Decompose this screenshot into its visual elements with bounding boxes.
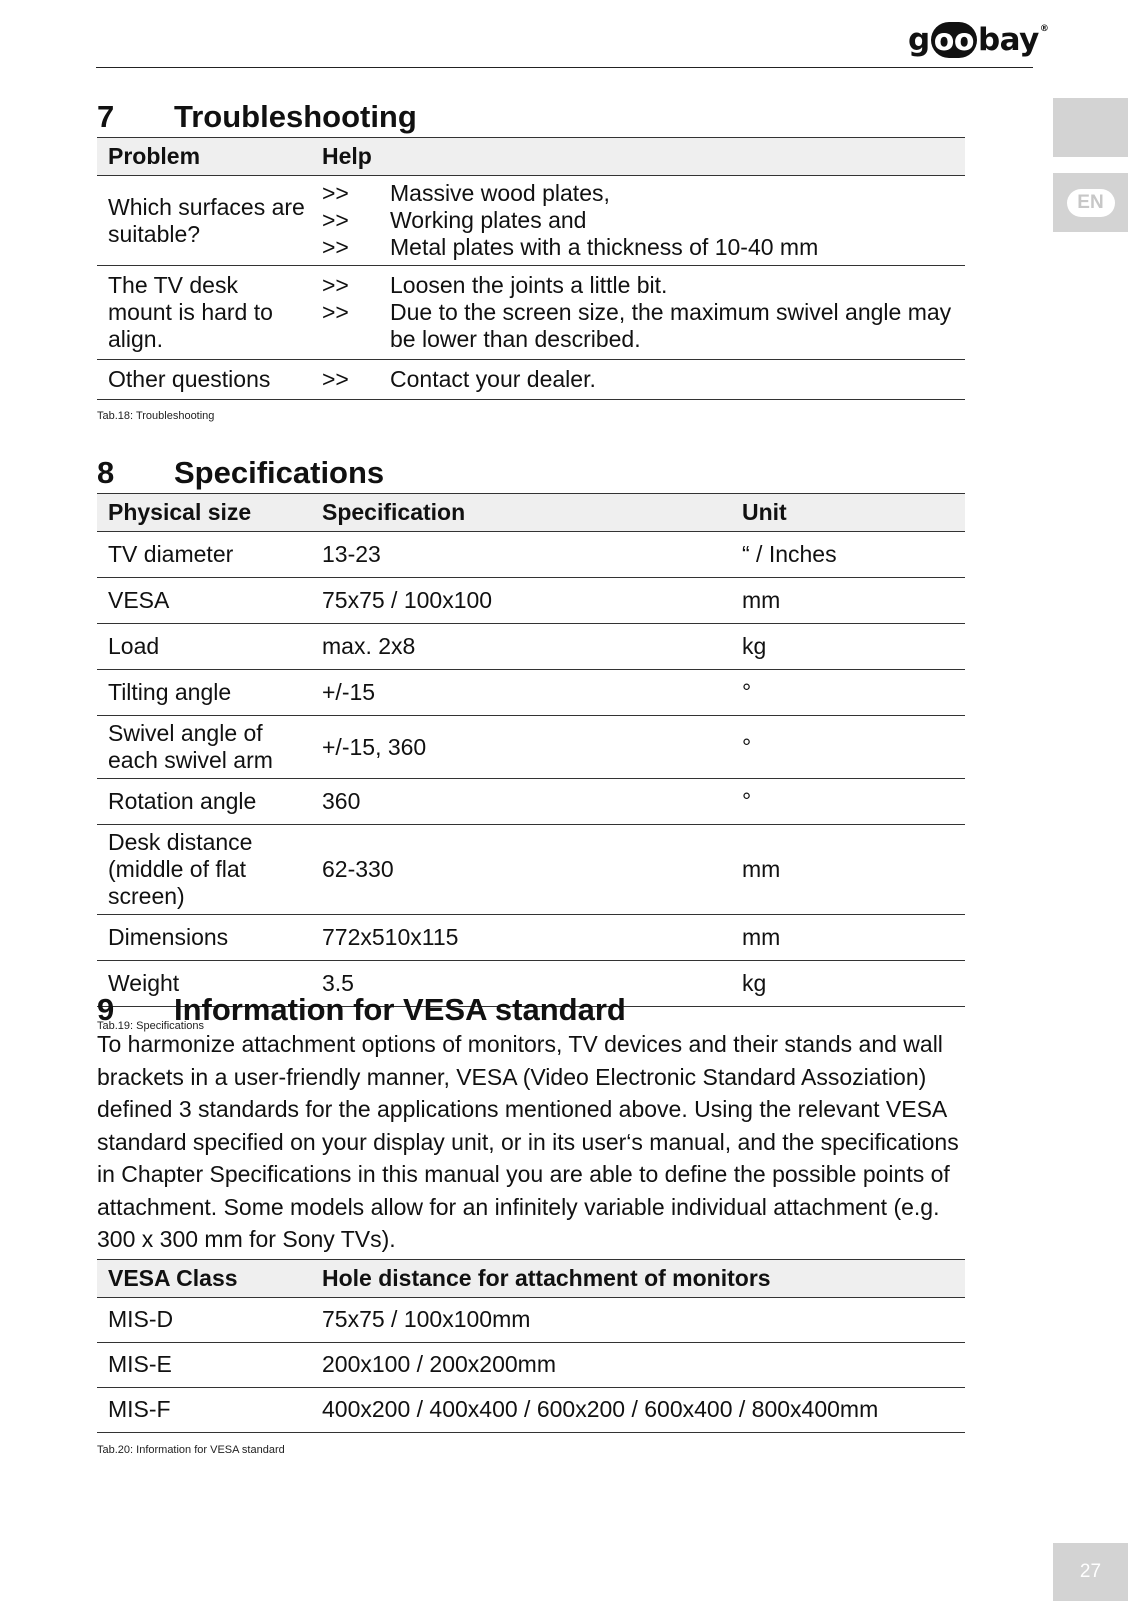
specification-cell: 772x510x115 bbox=[311, 915, 731, 961]
table-row bbox=[97, 670, 965, 716]
help-arrow: >> bbox=[322, 234, 349, 260]
column-header: Problem bbox=[97, 138, 311, 176]
help-item bbox=[322, 207, 965, 234]
physical-size-cell: Dimensions bbox=[97, 915, 311, 961]
language-label: EN bbox=[1067, 189, 1115, 217]
help-arrow: >> bbox=[322, 180, 349, 206]
troubleshooting-body bbox=[97, 176, 965, 400]
section-number: 7 bbox=[97, 99, 115, 134]
table-row bbox=[97, 578, 965, 624]
specification-cell: max. 2x8 bbox=[311, 624, 731, 670]
vesa-paragraph: To harmonize attachment options of monitors, TV devices and their stands and wall brackets in a user-friendly manner, VESA (Video Electronic Standard Assoziation) defined 3 standards for the applications mentioned above. Using the relevant VESA standard specified on your display unit, or in its user‘s manual, and the specifications in Chapter Specifications in this manual you are able to define the possible points of attachment. Some models allow for an infinitely variable individual attachment (e.g. 300 x 300 mm for Sony TVs). bbox=[97, 1031, 959, 1252]
help-cell bbox=[311, 266, 965, 360]
section-title: Troubleshooting bbox=[174, 99, 417, 134]
table-row bbox=[97, 176, 965, 266]
help-item bbox=[322, 234, 965, 261]
help-list bbox=[322, 176, 965, 265]
logo-registered-mark: ® bbox=[1039, 24, 1049, 34]
physical-size-cell: VESA bbox=[97, 578, 311, 624]
language-tab bbox=[1053, 173, 1128, 232]
help-arrow: >> bbox=[322, 272, 349, 298]
section-heading bbox=[97, 990, 965, 1028]
physical-size-cell: Load bbox=[97, 624, 311, 670]
unit-cell: ° bbox=[731, 779, 965, 825]
vesa-class-cell: MIS-E bbox=[97, 1342, 311, 1387]
help-cell bbox=[311, 176, 965, 266]
table-row bbox=[97, 1342, 965, 1387]
help-text: Due to the screen size, the maximum swivel angle may be lower than described. bbox=[390, 299, 952, 352]
section-heading bbox=[97, 453, 965, 491]
unit-cell: ° bbox=[731, 716, 965, 779]
section-vesa bbox=[97, 990, 965, 1456]
hole-distance-cell: 75x75 / 100x100mm bbox=[311, 1297, 965, 1342]
problem-cell: Which surfaces are suitable? bbox=[97, 176, 311, 266]
table-row bbox=[97, 1387, 965, 1432]
section-specifications bbox=[97, 453, 965, 1032]
hole-distance-cell: 400x200 / 400x400 / 600x200 / 600x400 / 800x400mm bbox=[311, 1387, 965, 1432]
table-row bbox=[97, 716, 965, 779]
section-number: 8 bbox=[97, 455, 115, 490]
page-number: 27 bbox=[1053, 1543, 1128, 1601]
physical-size-cell: TV diameter bbox=[97, 532, 311, 578]
hole-distance-cell: 200x100 / 200x200mm bbox=[311, 1342, 965, 1387]
specification-cell: 3.5 bbox=[311, 961, 731, 1007]
help-item bbox=[322, 299, 965, 353]
physical-size-cell: Desk distance (middle of flat screen) bbox=[97, 825, 311, 915]
help-text: Metal plates with a thickness of 10-40 mm bbox=[390, 234, 819, 260]
help-cell bbox=[311, 360, 965, 400]
table-row bbox=[97, 360, 965, 400]
help-text: Working plates and bbox=[390, 207, 587, 233]
table-row bbox=[97, 624, 965, 670]
header-divider bbox=[96, 67, 1033, 68]
logo-g: g bbox=[908, 22, 930, 58]
physical-size-cell: Tilting angle bbox=[97, 670, 311, 716]
help-arrow: >> bbox=[322, 207, 349, 233]
help-text: Massive wood plates, bbox=[390, 180, 610, 206]
table-caption: Tab.18: Troubleshooting bbox=[97, 410, 215, 422]
problem-cell: Other questions bbox=[97, 360, 311, 400]
table-row bbox=[97, 825, 965, 915]
physical-size-cell: Rotation angle bbox=[97, 779, 311, 825]
section-title: Information for VESA standard bbox=[174, 992, 626, 1027]
section-number: 9 bbox=[97, 992, 115, 1027]
side-tab-blank bbox=[1053, 98, 1128, 157]
specification-cell: 62-330 bbox=[311, 825, 731, 915]
column-header: Specification bbox=[311, 494, 731, 532]
column-header: Unit bbox=[731, 494, 965, 532]
specification-cell: +/-15 bbox=[311, 670, 731, 716]
unit-cell: mm bbox=[731, 915, 965, 961]
help-item bbox=[322, 180, 965, 207]
table-row bbox=[97, 532, 965, 578]
unit-cell: ° bbox=[731, 670, 965, 716]
help-text: Contact your dealer. bbox=[390, 366, 596, 392]
column-header: Hole distance for attachment of monitors bbox=[311, 1259, 965, 1297]
logo-bay: bay bbox=[977, 22, 1039, 58]
specifications-body bbox=[97, 532, 965, 1007]
unit-cell: kg bbox=[731, 624, 965, 670]
table-row bbox=[97, 915, 965, 961]
help-item bbox=[322, 366, 965, 393]
unit-cell: “ / Inches bbox=[731, 532, 965, 578]
help-text: Loosen the joints a little bit. bbox=[390, 272, 668, 298]
unit-cell: mm bbox=[731, 578, 965, 624]
specification-cell: 13-23 bbox=[311, 532, 731, 578]
section-heading bbox=[97, 97, 965, 135]
specification-cell: +/-15, 360 bbox=[311, 716, 731, 779]
help-list bbox=[322, 268, 965, 357]
troubleshooting-table bbox=[97, 137, 965, 400]
section-troubleshooting bbox=[97, 97, 965, 422]
table-caption: Tab.20: Information for VESA standard bbox=[97, 1443, 285, 1456]
table-row bbox=[97, 1297, 965, 1342]
unit-cell: kg bbox=[731, 961, 965, 1007]
physical-size-cell: Weight bbox=[97, 961, 311, 1007]
logo-oo: oo bbox=[931, 22, 977, 58]
goobay-logo bbox=[908, 18, 1048, 62]
table-row bbox=[97, 779, 965, 825]
problem-cell: The TV desk mount is hard to align. bbox=[97, 266, 311, 360]
vesa-class-cell: MIS-D bbox=[97, 1297, 311, 1342]
vesa-class-cell: MIS-F bbox=[97, 1387, 311, 1432]
table-caption: Tab.19: Specifications bbox=[97, 1020, 205, 1032]
help-list bbox=[322, 362, 965, 397]
vesa-body bbox=[97, 1297, 965, 1432]
column-header: VESA Class bbox=[97, 1259, 311, 1297]
column-header: Physical size bbox=[97, 494, 311, 532]
physical-size-cell: Swivel angle of each swivel arm bbox=[97, 716, 311, 779]
specification-cell: 75x75 / 100x100 bbox=[311, 578, 731, 624]
specifications-table bbox=[97, 493, 965, 1007]
column-header: Help bbox=[311, 138, 965, 176]
section-title: Specifications bbox=[174, 455, 385, 490]
help-item bbox=[322, 272, 965, 299]
vesa-table bbox=[97, 1259, 965, 1433]
unit-cell: mm bbox=[731, 825, 965, 915]
help-arrow: >> bbox=[322, 366, 349, 392]
table-row bbox=[97, 266, 965, 360]
help-arrow: >> bbox=[322, 299, 349, 325]
specification-cell: 360 bbox=[311, 779, 731, 825]
